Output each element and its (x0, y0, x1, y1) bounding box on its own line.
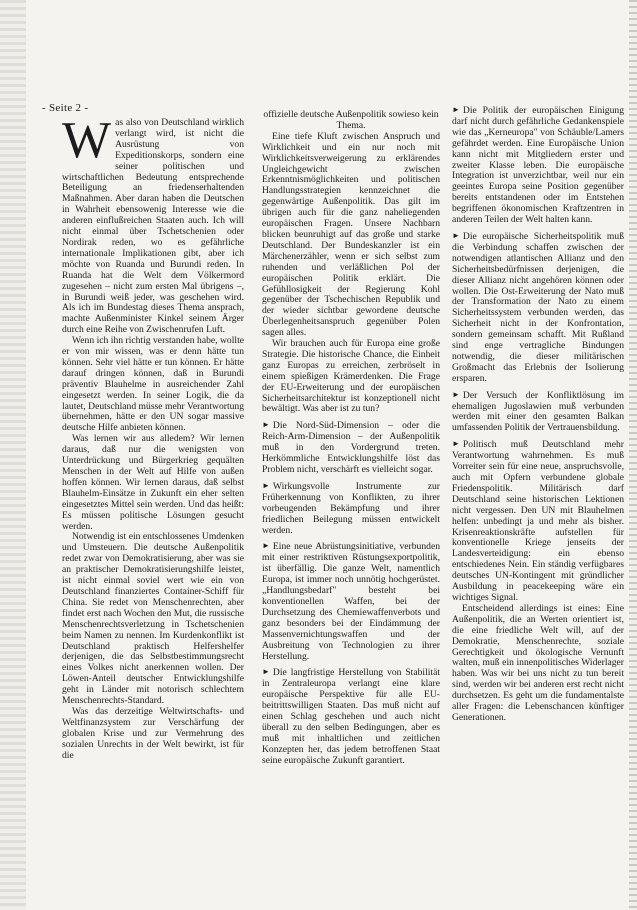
scan-edge-left (0, 0, 26, 910)
arrow-bullet-icon: ► (452, 105, 460, 114)
bullet-text: Eine neue Abrüstungsinitiative, verbunden mit einer restriktiven Rüstungsexportpolitik, ist überfällig. Die ganze Welt, namentlich Europa, ist immer noch unnötig hochgerüstet. „Handlungsbedarf" besteht bei konventionellen Waffen, bei der Durchsetzung des Chemiewaffenverbots und ganz besonders bei der Eindämmung der Massenvernichtungswaffen und der Ausbreitung von Technologien zu ihrer Herstellung. (262, 541, 440, 662)
arrow-bullet-icon: ► (262, 541, 270, 551)
paragraph: Wir brauchen auch für Europa eine große Strategie. Die historische Chance, die Einheit ganz Europas zu erreichen, zerbröselt in einem spießigen Krämerdenken. Die Frage der EU-Erweiterung und der europäischen Sicherheitsarchitektur ist konzeptionell nicht bewältigt. Was aber ist zu tun? (262, 338, 440, 415)
bullet-text: Die Politik der europäischen Einigung darf nicht durch gefährliche Gedankenspiele wie das „Kerneuropa" von Schäuble/Lamers gefährdet werden. Eine Europäische Union kann nicht mit Mitgliedern erster und zweiter Klasse leben. Die europäische Integration ist unverzichtbar, weil nur ein geeintes Europa seine Position gegenüber bereits entstandenen oder im Entstehen begriffenen ökonomischen Kraftzentren in anderen Teilen der Welt halten kann. (452, 105, 624, 226)
bullet-paragraph (262, 421, 440, 476)
bullet-text: Wirkungsvolle Instrumente zur Früherkennung von Konflikten, zu ihrer vorbeugenden Bekämpfung und ihrer friedlichen Beilegung müssen entwickelt werden. (262, 480, 440, 536)
paragraph: Was lernen wir aus alledem? Wir lernen daraus, daß nur die wenigsten von Unterdrückung und Bürgerkrieg gequälten Menschen in der Welt auf Hilfe von außen hoffen können. Wir lernen daraus, daß selbst Blauhelm-Einsätze in Zukunft ein eher selten eingesetztes Mittel sein werden. Und das heißt: Es müssen politische Lösungen gesucht werden. (62, 433, 244, 532)
scan-edge-right (629, 0, 637, 910)
column-3 (452, 100, 624, 724)
bullet-paragraph (262, 482, 440, 537)
bullet-paragraph (452, 232, 624, 385)
paragraph: Notwendig ist ein entschlossenes Umdenken und Umsteuern. Die deutsche Außenpolitik redet zwar von Demokratisierung, aber was sie an praktischer Demokratisierungshilfe leistet, ist nicht einmal soviel wert wie ein von Deutschland finanziertes Container-Schiff für China. Sie redet von Menschenrechten, aber findet erst nach Wochen den Mut, die russische Menschenrechtsverletzung in Tschetschenien beim Namen zu nennen. Im Kurdenkonflikt ist Deutschland praktisch Helfershelfer derjenigen, die das Selbstbestimmungsrecht eines Volkes nicht anerkennen wollen. Der Löwen-Anteil deutscher Entwicklungshilfe geht in Länder mit notorisch schlechtem Menschenrechts-Standard. (62, 531, 244, 707)
bullet-text: Die Nord-Süd-Dimension – oder die Reich-Arm-Dimension – der Außenpolitik muß in den Vordergrund treten. Herkömmliche Entwicklungshilfe löst das Problem nicht, verschärft es vielleicht sogar. (262, 420, 440, 475)
bullet-text: Politisch muß Deutschland mehr Verantwortung wahrnehmen. Es muß Vorreiter sein für eine neue, anspruchsvolle, auch mit Opfern verbundene globale Friedenspolitik. Militärisch darf Deutschland seine historischen Lektionen nicht vergessen. Den UN mit Blauhelmen helfen: unbedingt ja und mehr als bisher. Krisenreaktionskräfte aufstellen für konventionelle Kriege jenseits der Landesverteidigung: ein ebenso entschiedenes Nein. Ein ständig verfügbares deutsches UN-Kontingent mit gründlicher Ausbildung in peacekeeping wäre ein wichtiges Signal. (452, 439, 624, 603)
paragraph: Wenn ich ihn richtig verstanden habe, wollte er von mir wissen, was er denn hätte tun können. Sehr viel hätte er tun können. Er hätte darauf dringen können, daß in Burundi präventiv Blauhelme in ausreichender Zahl eingesetzt werden. In seiner Logik, die da lautet, Deutschland müsse mehr Verantwortung übernehmen, hätte er den UN sogar massive deutsche Hilfe anbieten können. (62, 335, 244, 434)
page-header: - Seite 2 - (42, 102, 89, 114)
column-1 (62, 112, 244, 761)
bullet-paragraph (262, 542, 440, 662)
paragraph: Entscheidend allerdings ist eines: Eine Außenpolitik, die an Werten orientiert ist, die eine friedliche Welt will, auf der Demokratie, Menschenrechte, soziale Gerechtigkeit und ökologische Vernunft walten, muß ein innenpolitisches Widerlager haben. Was wir bei uns nicht zu tun bereit sind, werden wir bei anderen erst recht nicht durchsetzen. Es geht um die fundamentalste aller Fragen: die Lebenschancen künftiger Generationen. (452, 602, 624, 723)
arrow-bullet-icon: ► (452, 439, 460, 449)
arrow-bullet-icon: ► (262, 480, 270, 490)
bullet-paragraph (452, 106, 624, 226)
bullet-paragraph (452, 440, 624, 604)
paragraph (62, 112, 244, 336)
paragraph: Was das derzeitige Weltwirtschafts- und Weltfinanzsystem zur Verschärfung der globalen Krise und zur Vermehrung des sozialen Unrechts in der Welt bewirkt, ist für die (62, 705, 244, 761)
paragraph-text: as also von Deutschland wirklich verlangt wird, ist nicht die Ausrüstung von Expeditionskorps, sondern eine seiner politischen und wirtschaftlichen Bedeutung entsprechende Beteiligung an friedenserhaltenden Maßnahmen. Aber daran haben die Deutschen in Wahrheit ebensowenig Interesse wie die anderen einflußreichen Staaten auch. Ich will nicht einmal über Tschetschenien oder Nordirak reden, wo es gefährliche internationale Implikationen gibt, aber ich möchte von Ruanda und Burundi reden. In Ruanda hat die Welt dem Völkermord zugesehen – nicht zum ersten Mal übrigens –, in Burundi weiß jeder, was geschehen wird. Als ich im Bundestag dieses Thema ansprach, machte Außenminister Kinkel seinem Ärger durch eine Reihe von Zwischenrufen Luft. (62, 117, 244, 336)
paragraph: offizielle deutsche Außenpolitik sowieso kein Thema. (263, 109, 439, 131)
paragraph: Eine tiefe Kluft zwischen Anspruch und Wirklichkeit und ein nur noch mit Wirklichkeitsverweigerung zu erklärendes Ungleichgewicht zwischen Erkenntnismöglichkeiten und politischen Handlungsstrategien kennzeichnet die gegenwärtige Außenpolitik. Das gilt im übrigen auch für die ganz naheliegenden europäischen Fragen. Unsere Nachbarn blicken beunruhigt auf das große und starke Deutschland. Der Bundeskanzler ist ein Märchenerzähler, wenn er sich selbst zum ruhenden und verläßlichen Pol der europäischen Politik erklärt. Die Gefühllosigkeit der Regierung Kohl gegenüber der Tschechischen Republik und der wieder sichtbar gewordene deutsche Überlegenheitsanspruch gegenüber Polen sagen alles. (262, 130, 440, 339)
arrow-bullet-icon: ► (262, 667, 270, 677)
bullet-paragraph (262, 668, 440, 766)
bullet-text: Der Versuch der Konfliktlösung im ehemaligen Jugoslawien muß verbunden werden mit einer den gesamten Balkan umfassenden Politik der Vertrauensbildung. (452, 389, 624, 434)
arrow-bullet-icon: ► (262, 420, 270, 430)
bullet-paragraph (452, 391, 624, 435)
arrow-bullet-icon: ► (452, 230, 460, 240)
dropcap: W (62, 112, 112, 169)
arrow-bullet-icon: ► (452, 389, 460, 399)
column-2 (262, 110, 440, 767)
bullet-text: Die europäische Sicherheitspolitik muß die Verbindung schaffen zwischen der notwendigen atlantischen Allianz und den Sicherheitsbedürfnissen derjenigen, die dieser Allianz nicht angehören können oder wollen. Die Ost-Erweiterung der Nato muß der Transformation der Nato zu einem Sicherheitssystem verbunden werden, das Sicherheit nicht in der Konfrontation, sondern gemeinsam schafft. Mit Rußland sind enge vertragliche Bindungen notwendig, die dieser militärischen Großmacht das Erlebnis der Isolierung ersparen. (452, 230, 624, 384)
bullet-text: Die langfristige Herstellung von Stabilität in Zentraleuropa verlangt eine klare europäische Perspektive für alle EU-beitrittswilligen Staaten. Das muß nicht auf einen Schlag geschehen und auch nicht überall zu den selben Bedingungen, aber es muß mit inhaltlichen und zeitlichen Konzepten her, das jedem betroffenen Staat seine europäische Zukunft garantiert. (262, 667, 440, 766)
